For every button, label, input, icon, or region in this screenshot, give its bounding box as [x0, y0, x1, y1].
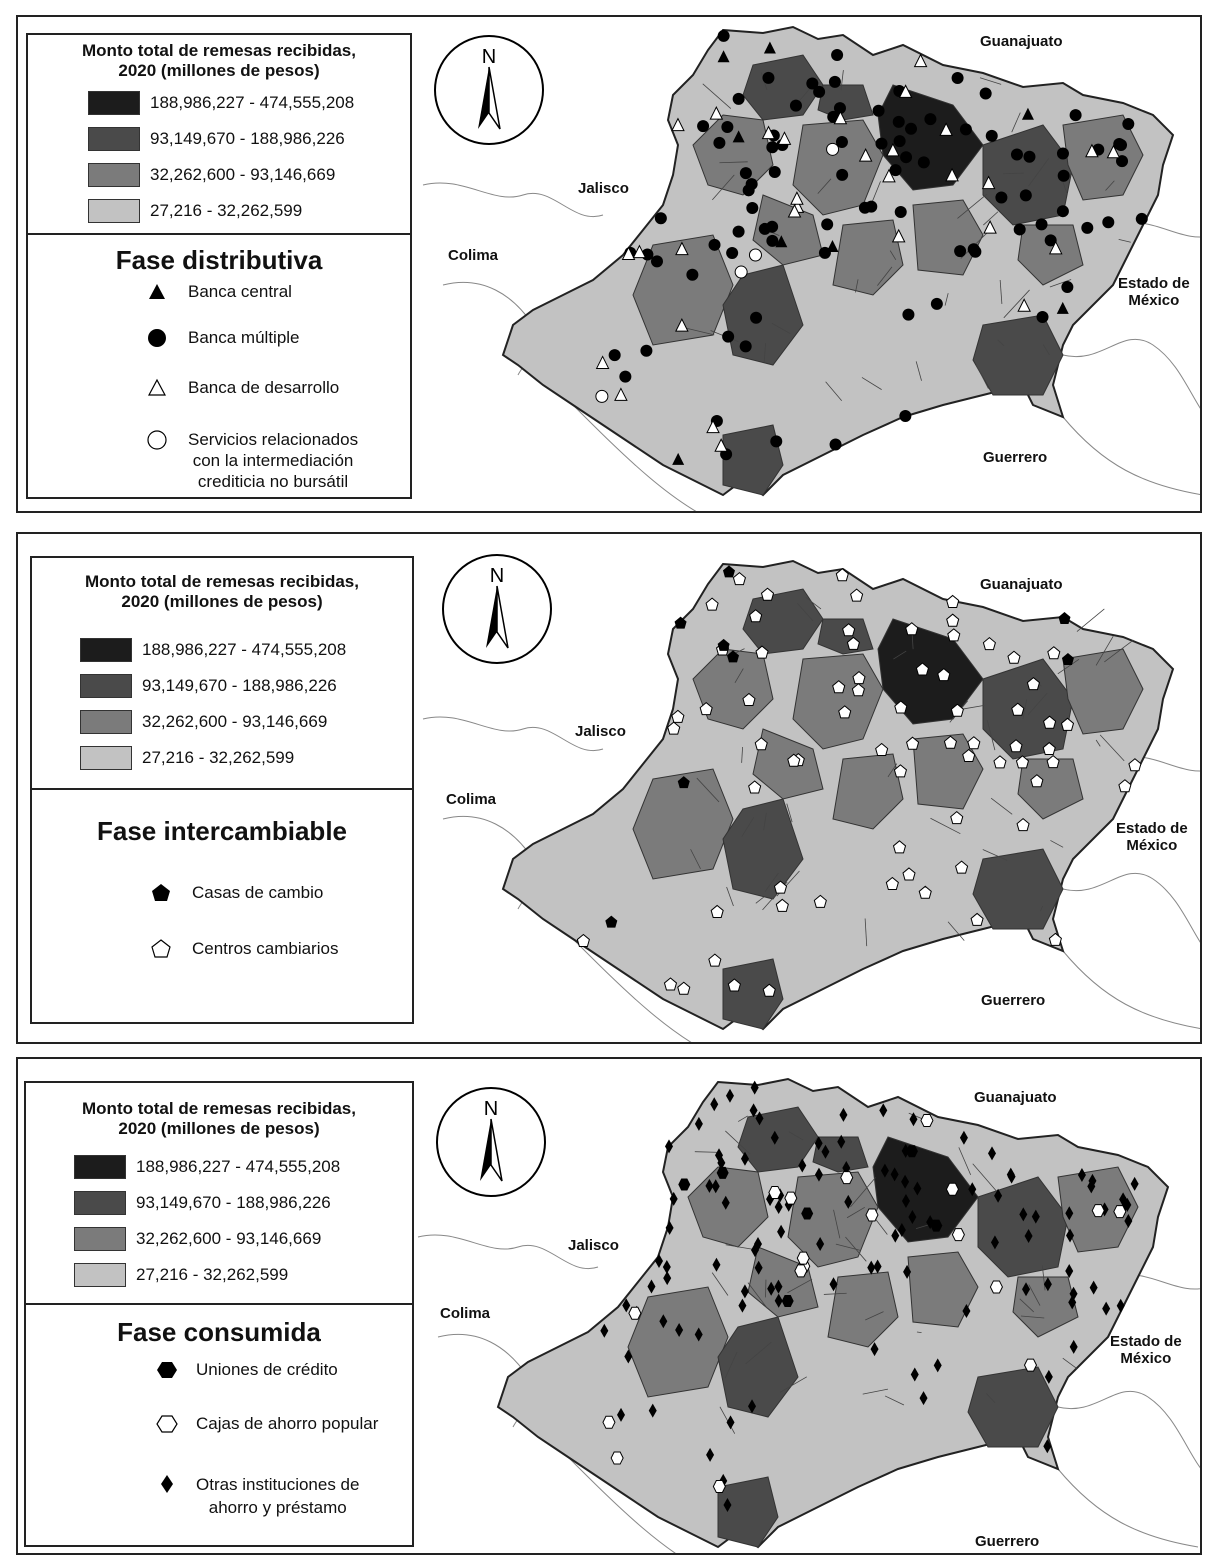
filled-circle-marker	[746, 202, 758, 214]
legend-title-line1: Monto total de remesas recibidas,	[82, 41, 356, 60]
hollow-hexagon-marker	[611, 1452, 623, 1464]
filled-circle-icon	[146, 327, 168, 349]
place-label-jalisco: Jalisco	[568, 1237, 619, 1254]
filled-circle-marker	[873, 105, 885, 117]
class-swatch	[74, 1263, 126, 1287]
filled-circle-marker	[1102, 216, 1114, 228]
class-label: 32,262,600 - 93,146,669	[136, 1229, 322, 1248]
phase-title: Fase intercambiable	[97, 816, 347, 846]
filled-circle-marker	[733, 226, 745, 238]
filled-circle-marker	[902, 309, 914, 321]
filled-circle-marker	[1020, 189, 1032, 201]
filled-circle-marker	[952, 72, 964, 84]
symbol-label: Casas de cambio	[192, 883, 324, 902]
map-panel-intercambiable	[16, 532, 1202, 1044]
class-label: 188,986,227 - 474,555,208	[136, 1157, 341, 1176]
filled-circle-marker	[1057, 147, 1069, 159]
place-label-estado-de-mexico	[1116, 820, 1188, 854]
class-swatch	[88, 91, 140, 115]
hollow-hexagon-marker	[629, 1307, 641, 1319]
hollow-hexagon-marker	[1092, 1205, 1104, 1217]
filled-circle-marker	[733, 93, 745, 105]
class-swatch	[80, 674, 132, 698]
filled-circle-marker	[750, 312, 762, 324]
filled-circle-marker	[900, 151, 912, 163]
filled-circle-marker	[986, 130, 998, 142]
filled-pentagon-marker	[1058, 612, 1070, 624]
place-label-guerrero: Guerrero	[975, 1533, 1040, 1550]
class-label: 188,986,227 - 474,555,208	[142, 640, 347, 659]
filled-circle-marker	[836, 169, 848, 181]
filled-circle-marker	[697, 120, 709, 132]
legend-title	[28, 41, 410, 81]
filled-circle-marker	[899, 410, 911, 422]
symbol-label: Banca múltiple	[188, 328, 300, 347]
hollow-circle-marker	[827, 143, 839, 155]
phase-title: Fase distributiva	[115, 245, 323, 275]
place-label-guerrero: Guerrero	[983, 449, 1048, 466]
hollow-hexagon-marker	[769, 1186, 781, 1198]
place-label-line: Estado de	[1118, 275, 1190, 292]
place-label-line: México	[1120, 1350, 1172, 1367]
filled-circle-marker	[1081, 222, 1093, 234]
filled-circle-marker	[875, 138, 887, 150]
place-label-guerrero: Guerrero	[981, 992, 1046, 1009]
hollow-hexagon-marker	[1114, 1206, 1126, 1218]
symbol-label-line: Servicios relacionados	[188, 430, 359, 449]
class-label: 27,216 - 32,262,599	[142, 748, 295, 767]
north-arrow-icon	[440, 552, 554, 666]
place-label-line: México	[1126, 837, 1178, 854]
legend-title-line2: 2020 (millones de pesos)	[121, 592, 323, 611]
phase-title: Fase consumida	[117, 1317, 321, 1347]
filled-circle-marker	[740, 167, 752, 179]
class-swatch	[88, 127, 140, 151]
filled-circle-marker	[905, 123, 917, 135]
legend-title	[32, 572, 412, 612]
symbol-label-line: crediticia no bursátil	[197, 472, 349, 491]
class-swatch	[80, 638, 132, 662]
legend-divider	[28, 233, 410, 235]
place-label-estado-de-mexico	[1118, 275, 1190, 309]
filled-circle-marker	[960, 123, 972, 135]
symbol-label: Banca central	[188, 282, 292, 301]
class-label: 188,986,227 - 474,555,208	[150, 93, 355, 112]
hollow-hexagon-marker	[841, 1172, 853, 1184]
place-label-line: México	[1128, 292, 1180, 309]
filled-circle-marker	[995, 191, 1007, 203]
hollow-pentagon-icon	[150, 938, 172, 960]
symbol-label	[188, 429, 358, 492]
hollow-hexagon-marker	[795, 1265, 807, 1277]
north-arrow-icon	[432, 33, 546, 147]
filled-circle-marker	[968, 243, 980, 255]
filled-circle-marker	[651, 255, 663, 267]
hollow-hexagon-marker	[797, 1252, 809, 1264]
filled-circle-marker	[821, 218, 833, 230]
hollow-circle-marker	[749, 249, 761, 261]
filled-circle-marker	[743, 184, 755, 196]
filled-circle-marker	[1070, 109, 1082, 121]
place-label-jalisco: Jalisco	[575, 723, 626, 740]
class-swatch	[88, 199, 140, 223]
filled-circle-marker	[1014, 223, 1026, 235]
filled-circle-marker	[769, 166, 781, 178]
filled-circle-marker	[865, 201, 877, 213]
filled-hexagon-icon	[156, 1359, 178, 1381]
class-label: 93,149,670 - 188,986,226	[142, 676, 337, 695]
hollow-hexagon-marker	[866, 1209, 878, 1221]
filled-circle-marker	[709, 239, 721, 251]
legend-title-line2: 2020 (millones de pesos)	[118, 1119, 320, 1138]
filled-triangle-icon	[146, 281, 168, 303]
filled-circle-marker	[640, 345, 652, 357]
hollow-hexagon-marker	[946, 1183, 958, 1195]
north-label: N	[483, 1098, 499, 1120]
filled-circle-marker	[1058, 170, 1070, 182]
filled-circle-marker	[980, 88, 992, 100]
class-swatch	[88, 163, 140, 187]
place-label-estado-de-mexico	[1110, 1333, 1182, 1367]
hollow-circle-marker	[735, 266, 747, 278]
filled-circle-marker	[722, 331, 734, 343]
filled-circle-marker	[931, 298, 943, 310]
symbol-label-line: ahorro y préstamo	[208, 1498, 347, 1517]
symbol-label: Cajas de ahorro popular	[196, 1414, 379, 1433]
hollow-hexagon-marker	[785, 1192, 797, 1204]
class-label: 93,149,670 - 188,986,226	[136, 1193, 331, 1212]
legend-title-line2: 2020 (millones de pesos)	[118, 61, 320, 80]
class-swatch	[74, 1155, 126, 1179]
filled-circle-marker	[1036, 218, 1048, 230]
class-label: 32,262,600 - 93,146,669	[150, 165, 336, 184]
legend-title-line1: Monto total de remesas recibidas,	[85, 572, 359, 591]
class-label: 27,216 - 32,262,599	[136, 1265, 289, 1284]
class-swatch	[74, 1227, 126, 1251]
class-swatch	[80, 746, 132, 770]
filled-circle-marker	[918, 156, 930, 168]
filled-circle-marker	[619, 371, 631, 383]
filled-circle-marker	[1115, 139, 1127, 151]
place-label-line: Estado de	[1116, 820, 1188, 837]
legend-title-line1: Monto total de remesas recibidas,	[82, 1099, 356, 1118]
symbol-label-line: con la intermediación	[192, 451, 354, 470]
filled-circle-marker	[806, 77, 818, 89]
hollow-hexagon-marker	[603, 1416, 615, 1428]
filled-circle-marker	[726, 247, 738, 259]
legend-box	[30, 556, 414, 1024]
class-swatch	[80, 710, 132, 734]
place-label-guanajuato: Guanajuato	[980, 576, 1063, 593]
place-label-colima: Colima	[446, 791, 497, 808]
hollow-hexagon-marker	[952, 1229, 964, 1241]
filled-circle-marker	[829, 76, 841, 88]
hollow-circle-marker	[596, 390, 608, 402]
hollow-hexagon-marker	[1024, 1359, 1036, 1371]
filled-circle-marker	[759, 223, 771, 235]
place-label-guanajuato: Guanajuato	[974, 1089, 1057, 1106]
symbol-label	[196, 1473, 359, 1519]
north-arrow-icon	[434, 1085, 548, 1199]
filled-circle-marker	[831, 49, 843, 61]
legend-divider	[32, 788, 412, 790]
filled-circle-marker	[954, 245, 966, 257]
place-label-guanajuato: Guanajuato	[980, 33, 1063, 50]
filled-circle-marker	[1057, 205, 1069, 217]
class-label: 27,216 - 32,262,599	[150, 201, 303, 220]
filled-circle-marker	[718, 30, 730, 42]
class-swatch	[74, 1191, 126, 1215]
filled-circle-marker	[894, 135, 906, 147]
filled-circle-marker	[655, 212, 667, 224]
map-panel-consumida	[16, 1057, 1202, 1555]
symbol-label: Banca de desarrollo	[188, 378, 340, 397]
filled-circle-marker	[924, 113, 936, 125]
hollow-pentagon-marker	[947, 595, 959, 607]
legend-box	[26, 33, 412, 499]
hollow-circle-icon	[146, 429, 168, 451]
filled-circle-marker	[895, 206, 907, 218]
filled-circle-marker	[1037, 311, 1049, 323]
hollow-hexagon-marker	[713, 1481, 725, 1493]
filled-circle-marker	[713, 137, 725, 149]
filled-circle-marker	[1061, 281, 1073, 293]
filled-circle-marker	[1023, 151, 1035, 163]
filled-pentagon-icon	[150, 882, 172, 904]
filled-circle-marker	[770, 435, 782, 447]
hollow-hexagon-marker	[990, 1281, 1002, 1293]
place-label-jalisco: Jalisco	[578, 180, 629, 197]
filled-circle-marker	[609, 349, 621, 361]
filled-circle-marker	[790, 100, 802, 112]
class-label: 32,262,600 - 93,146,669	[142, 712, 328, 731]
filled-circle-marker	[721, 121, 733, 133]
hollow-triangle-icon	[146, 377, 168, 399]
map-panel-distributiva	[16, 15, 1202, 513]
filled-diamond-icon	[156, 1473, 178, 1495]
place-label-colima: Colima	[448, 247, 499, 264]
filled-circle-marker	[1136, 213, 1148, 225]
filled-circle-marker	[686, 269, 698, 281]
filled-circle-marker	[740, 340, 752, 352]
symbol-label-line: Otras instituciones de	[196, 1475, 360, 1494]
legend-divider	[26, 1303, 412, 1305]
filled-circle-marker	[830, 439, 842, 451]
hollow-hexagon-marker	[921, 1114, 933, 1126]
symbol-label: Centros cambiarios	[192, 939, 339, 958]
filled-circle-marker	[893, 116, 905, 128]
place-label-colima: Colima	[440, 1305, 491, 1322]
class-label: 93,149,670 - 188,986,226	[150, 129, 345, 148]
filled-circle-marker	[1011, 149, 1023, 161]
symbol-label: Uniones de crédito	[196, 1360, 338, 1379]
filled-circle-marker	[1122, 118, 1134, 130]
place-label-line: Estado de	[1110, 1333, 1182, 1350]
north-label: N	[489, 565, 505, 587]
filled-circle-marker	[766, 141, 778, 153]
north-label: N	[481, 46, 497, 68]
filled-circle-marker	[762, 72, 774, 84]
legend-title	[26, 1099, 412, 1139]
hollow-hexagon-icon	[156, 1413, 178, 1435]
legend-box	[24, 1081, 414, 1547]
